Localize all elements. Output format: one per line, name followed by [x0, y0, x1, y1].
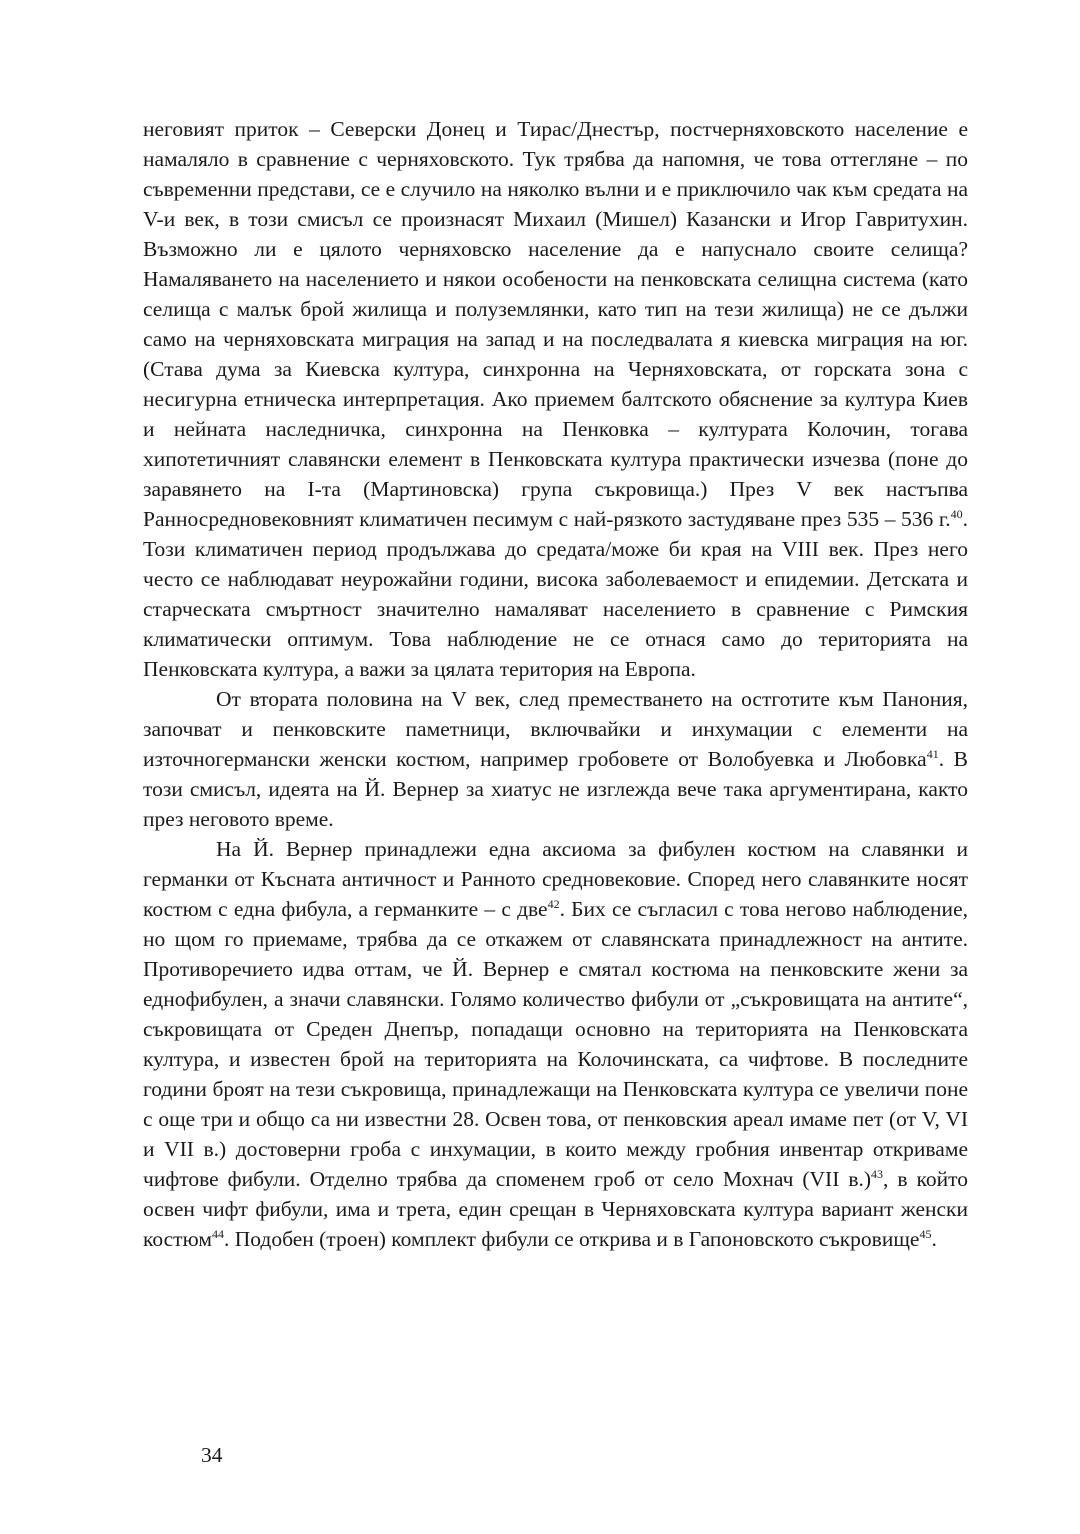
body-text [143, 114, 968, 1254]
text-run: . [931, 1227, 937, 1251]
text-run: На Й. Вернер принадлежи една аксиома за фибулен костюм на славянки и германки от Късната античност и Ранното средновековие. Според него славянките носят костюм с една фибула, а германките – с две [143, 837, 968, 921]
paragraph [143, 684, 968, 834]
footnote-ref: 43 [871, 1166, 884, 1181]
text-run: . Бих се съгласил с това негово наблюдение, но щом го приемаме, трябва да се откажем от славянската принадлежност на антите. Противоречието идва оттам, че Й. Вернер е смятал костюма на пенковските жени за еднофибулен, а значи славянски. Голямо количество фибули от „съкровищата на антите“, съкровищата от Среден Днепър, попадащи основно на територията на Пенковската култура, и известен брой на територията на Колочинската, са чифтове. В последните години броят на тези съкровища, принадлежащи на Пенковската култура се увеличи поне с още три и общо са ни известни 28. Освен това, от пенковския ареал имаме пет (от V, VI и VII в.) достоверни гроба с инхумации, в които между гробния инвентар откриваме чифтове фибули. Отделно трябва да споменем гроб от село Мохнач (VII в.) [143, 897, 968, 1191]
footnote-ref: 41 [926, 746, 939, 761]
paragraph [143, 834, 968, 1254]
text-run: . Подобен (троен) комплект фибули се открива и в Гапоновското съкровище [223, 1227, 920, 1251]
paragraph [143, 114, 968, 684]
footnote-ref: 42 [547, 896, 560, 911]
text-run: неговият приток – Северски Донец и Тирас/Днестър, постчерняховското население е намаляло в сравнение с черняховското. Тук трябва да напомня, че това оттегляне – по съвременни представи, се е случило на няколко вълни и е приключило чак към средата на V-и век, в този смисъл се произнасят Михаил (Мишел) Казански и Игор Гавритухин. Възможно ли е цялото черняховско население да е напуснало своите селища? Намаляването на населението и някои особености на пенковската селищна система (като селища с малък брой жилища и полуземлянки, като тип на тези жилища) не се дължи само на черняховската миграция на запад и на последвалата я киевска миграция на юг. (Става дума за Киевска култура, синхронна на Черняховската, от горската зона с несигурна етническа интерпретация. Ако приемем балтското обяснение за култура Киев и нейната наследничка, синхронна на Пенковка – културата Колочин, тогава хипотетичният славянски елемент в Пенковската култура практически изчезва (поне до заравянето на I-та (Мартиновска) група съкровища.) През V век настъпва Ранносредновековният климатичен песимум с най-рязкото застудяване през 535 – 536 г. [143, 117, 968, 531]
page-number: 34 [201, 1443, 223, 1467]
text-run: . В този смисъл, идеята на Й. Вернер за хиатус не изглежда вече така аргументирана, както през неговото време. [143, 747, 969, 831]
footnote-ref: 45 [919, 1226, 932, 1241]
text-run: . Този климатичен период продължава до средата/може би края на VIII век. През него често се наблюдават неурожайни години, висока заболеваемост и епидемии. Детската и старческата смъртност значително намаляват населението в сравнение с Римския климатически оптимум. Това наблюдение не се отнася само до територията на Пенковската култура, а важи за цялата територия на Европа. [143, 507, 968, 681]
text-run: , в който освен чифт фибули, има и трета, един срещан в Черняховската култура вариант женски костюм [143, 1167, 969, 1251]
text-run: От втората половина на V век, след преместването на остготите към Панония, започват и пенковските паметници, включвайки и инхумации с елементи на източногермански женски костюм, например гробовете от Волобуевка и Любовка [143, 687, 968, 771]
footnote-ref: 40 [950, 506, 963, 521]
footnote-ref: 44 [211, 1226, 224, 1241]
